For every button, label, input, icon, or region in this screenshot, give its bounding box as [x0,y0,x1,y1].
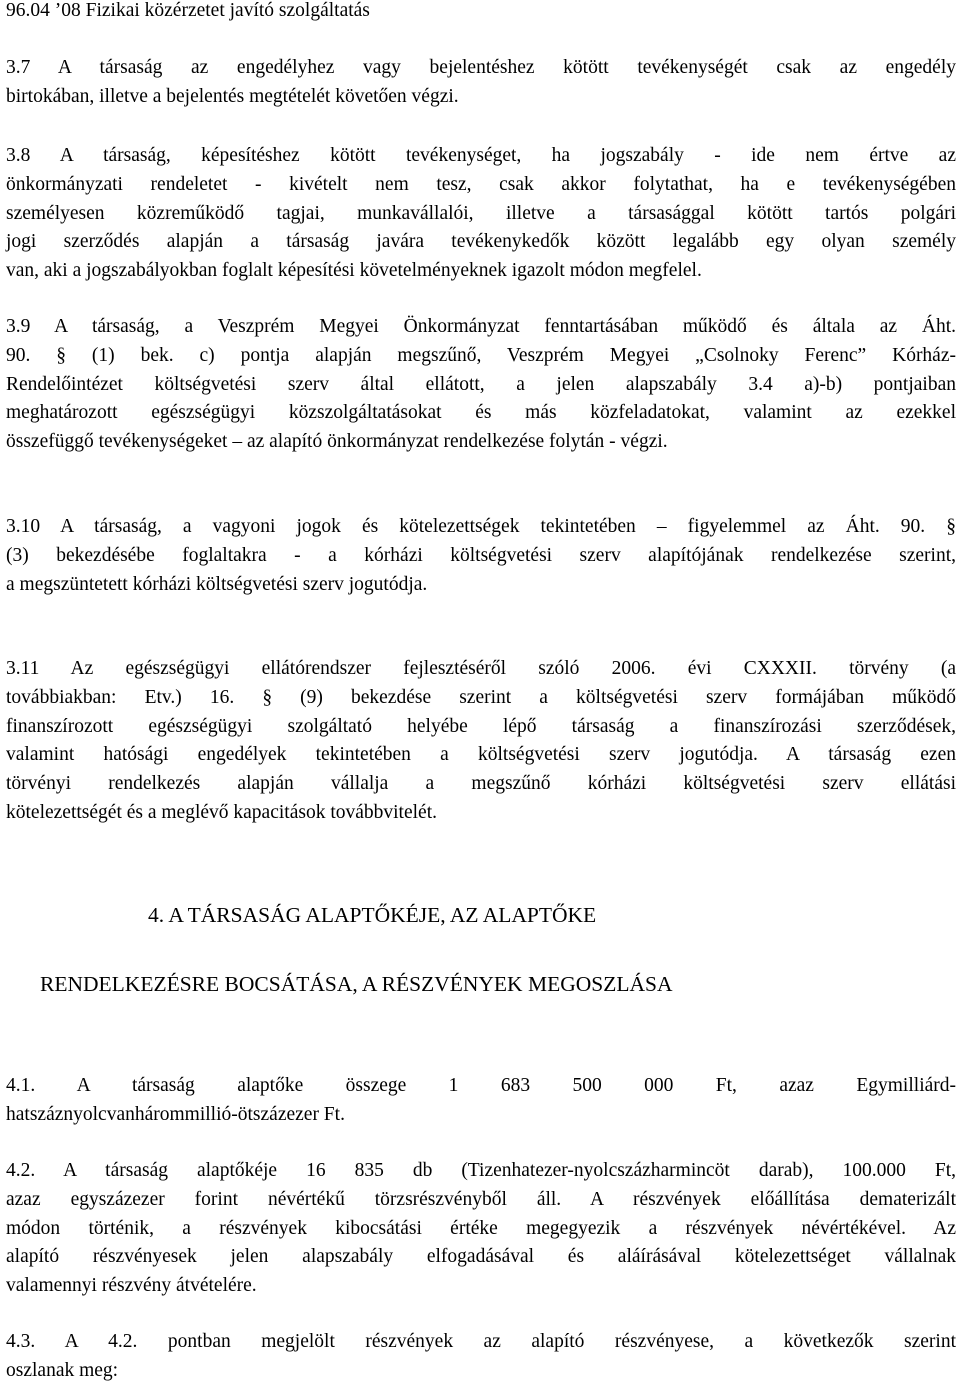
paragraph-line: 3.8 A társaság, képesítéshez kötött tevékenységet, ha jogszabály - ide nem értve az [6,145,956,166]
paragraph-3-10 [6,513,956,599]
paragraph-line: van, aki a jogszabályokban foglalt képesítési követelményeknek igazolt módon megfelel. [6,260,702,282]
paragraph-line: személyesen közreműködő tagjai, munkavállalói, illetve a társasággal kötött tartós polgári [6,202,956,224]
paragraph-line: 4.1. A társaság alaptőke összege 1 683 500 000 Ft, azaz Egymilliárd- [6,1075,956,1096]
paragraph-line: módon történik, a részvények kibocsátási értéke megegyezik a részvények névértékével. Az [6,1217,956,1239]
paragraph-3-9 [6,313,956,457]
paragraph-line: összefüggő tevékenységeket – az alapító önkormányzat rendelkezése folytán - végzi. [6,431,668,453]
paragraph-line: Rendelőintézet költségvetési szerv által ellátott, a jelen alapszabály 3.4 a)-b) pontjaiban [6,373,956,395]
paragraph-line: valamint hatósági engedélyek tekintetében a költségvetési szerv jogutódja. A társaság ezen [6,744,956,766]
paragraph-line: 3.11 Az egészségügyi ellátórendszer fejlesztéséről szóló 2006. évi CXXXII. törvény (a [6,658,956,679]
paragraph-line: jogi szerződés alapján a társaság javára tevékenykedők között legalább egy olyan személy [6,231,956,253]
paragraph-line: birtokában, illetve a bejelentés megtételét követően végzi. [6,85,459,107]
paragraph-line: a megszüntetett kórházi költségvetési szerv jogutódja. [6,573,428,595]
paragraph-line: valamennyi részvény átvételére. [6,1275,257,1297]
paragraph-line: törvényi rendelkezés alapján vállalja a megszűnő kórházi költségvetési szerv ellátási [6,773,956,795]
section-4-heading-line1: 4. A TÁRSASÁG ALAPTŐKÉJE, AZ ALAPTŐKE [148,903,597,927]
paragraph-line: kötelezettségét és a meglévő kapacitások továbbvitelét. [6,801,437,823]
header-title: 96.04 ’08 Fizikai közérzetet javító szolgáltatás [6,0,370,21]
paragraph-line: finanszírozott egészségügyi szolgáltató helyébe lépő társaság a finanszírozási szerződések, [6,715,956,737]
paragraph-line: hatszáznyolcvanhárommillió-ötszázezer Ft. [6,1103,345,1125]
paragraph-line: azaz egyszázezer forint névértékű törzsrészvényből áll. A részvények előállítása dematerizált [6,1188,956,1210]
paragraph-4-1 [6,1072,956,1130]
paragraph-line: 3.7 A társaság az engedélyhez vagy bejelentéshez kötött tevékenységét csak az engedély [6,57,956,78]
paragraph-4-2 [6,1157,956,1301]
paragraph-line: továbbiakban: Etv.) 16. § (9) bekezdése szerint a költségvetési szerv formájában működő [6,686,956,708]
paragraph-line: 4.3. A 4.2. pontban megjelölt részvények az alapító részvényese, a következők szerint [6,1331,956,1352]
paragraph-line: (3) bekezdésébe foglaltakra - a kórházi költségvetési szerv alapítójának rendelkezése szerint, [6,544,956,566]
paragraph-line: 4.2. A társaság alaptőkéje 16 835 db (Tizenhatezer-nyolcszázharmincöt darab), 100.000 Ft, [6,1160,956,1181]
paragraph-3-7 [6,54,956,112]
paragraph-line: meghatározott egészségügyi közszolgáltatásokat és más közfeladatokat, valamint az ezekkel [6,402,956,424]
paragraph-line: alapító részvényesek jelen alapszabály elfogadásával és aláírásával kötelezettséget vállalnak [6,1246,956,1268]
section-4-heading-line2: RENDELKEZÉSRE BOCSÁTÁSA, A RÉSZVÉNYEK MEGOSZLÁSA [40,972,673,996]
paragraph-line: 90. § (1) bek. c) pontja alapján megszűnő, Veszprém Megyei „Csolnoky Ferenc” Kórház- [6,344,956,366]
page-header [6,0,956,26]
paragraph-line: 3.9 A társaság, a Veszprém Megyei Önkormányzat fenntartásában működő és általa az Áht. [6,316,956,337]
paragraph-3-8 [6,142,956,286]
paragraph-3-11 [6,655,956,828]
paragraph-line: önkormányzati rendeletet - kivételt nem tesz, csak akkor folytathat, ha e tevékenységében [6,173,956,195]
paragraph-4-3 [6,1328,956,1386]
paragraph-line: oszlanak meg: [6,1359,119,1381]
paragraph-line: 3.10 A társaság, a vagyoni jogok és kötelezettségek tekintetében – figyelemmel az Áht. 90. § [6,516,956,537]
